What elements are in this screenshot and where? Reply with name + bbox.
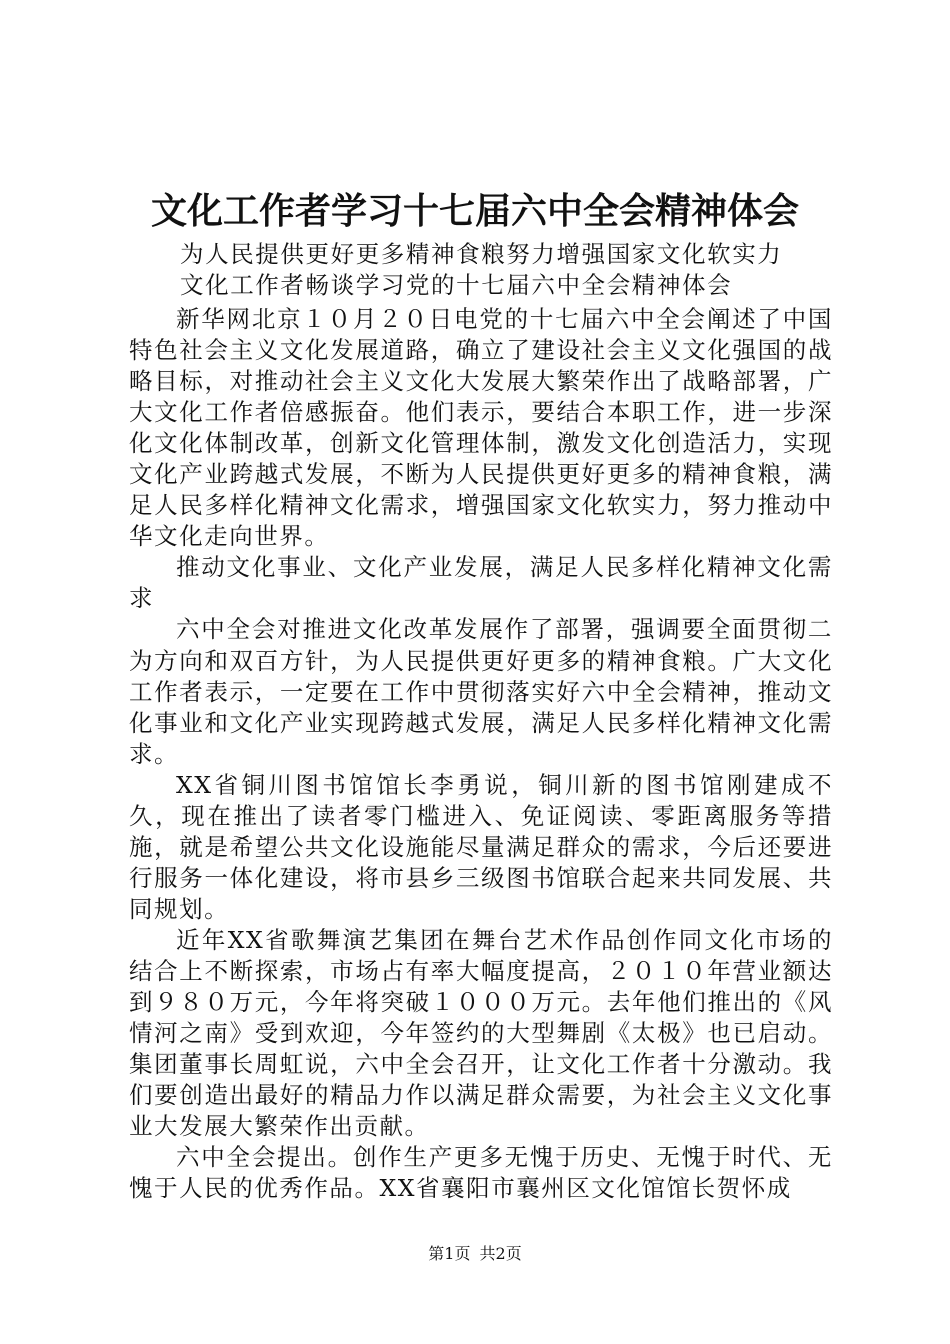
document-body xyxy=(129,304,833,1204)
paragraph: 新华网北京１０月２０日电党的十七届六中全会阐述了中国特色社会主义文化发展道路，确立了建设社会主义文化强国的战略目标，对推动社会主义文化大发展大繁荣作出了战略部署，广大文化工作者倍感振奋。他们表示，要结合本职工作，进一步深化文化体制改革，创新文化管理体制，激发文化创造活力，实现文化产业跨越式发展，不断为人民提供更好更多的精神食粮，满足人民多样化精神文化需求，增强国家文化软实力，努力推动中华文化走向世界。 xyxy=(129,305,833,551)
subtitle-line: 文化工作者畅谈学习党的十七届六中全会精神体会 xyxy=(180,271,733,299)
paragraph: 六中全会对推进文化改革发展作了部署，强调要全面贯彻二为方向和双百方针，为人民提供更好更多的精神食粮。广大文化工作者表示，一定要在工作中贯彻落实好六中全会精神，推动文化事业和文化产业实现跨越式发展，满足人民多样化精神文化需求。 xyxy=(129,615,833,768)
page-footer xyxy=(0,1243,950,1265)
page-number: 第1页 xyxy=(428,1244,471,1263)
subtitle-line: 为人民提供更好更多精神食粮努力增强国家文化软实力 xyxy=(180,240,783,268)
paragraph: 六中全会提出。创作生产更多无愧于历史、无愧于时代、无愧于人民的优秀作品。XX省襄阳市襄州区文化馆馆长贺怀成 xyxy=(129,1143,833,1203)
paragraph: XX省铜川图书馆馆长李勇说，铜川新的图书馆刚建成不久，现在推出了读者零门槛进入、免证阅读、零距离服务等措施，就是希望公共文化设施能尽量满足群众的需求，今后还要进行服务一体化建设，将市县乡三级图书馆联合起来共同发展、共同规划。 xyxy=(129,770,833,923)
paragraph: 推动文化事业、文化产业发展，满足人民多样化精神文化需求 xyxy=(129,553,833,613)
paragraph: 近年XX省歌舞演艺集团在舞台艺术作品创作同文化市场的结合上不断探索，市场占有率大幅度提高，２０１０年营业额达到９８０万元，今年将突破１０００万元。去年他们推出的《风情河之南》受到欢迎，今年签约的大型舞剧《太极》也已启动。集团董事长周虹说，六中全会召开，让文化工作者十分激动。我们要创造出最好的精品力作以满足群众需要，为社会主义文化事业大发展大繁荣作出贡献。 xyxy=(129,925,833,1141)
page-total: 共2页 xyxy=(479,1244,522,1263)
document-title: 文化工作者学习十七届六中全会精神体会 xyxy=(150,190,799,232)
